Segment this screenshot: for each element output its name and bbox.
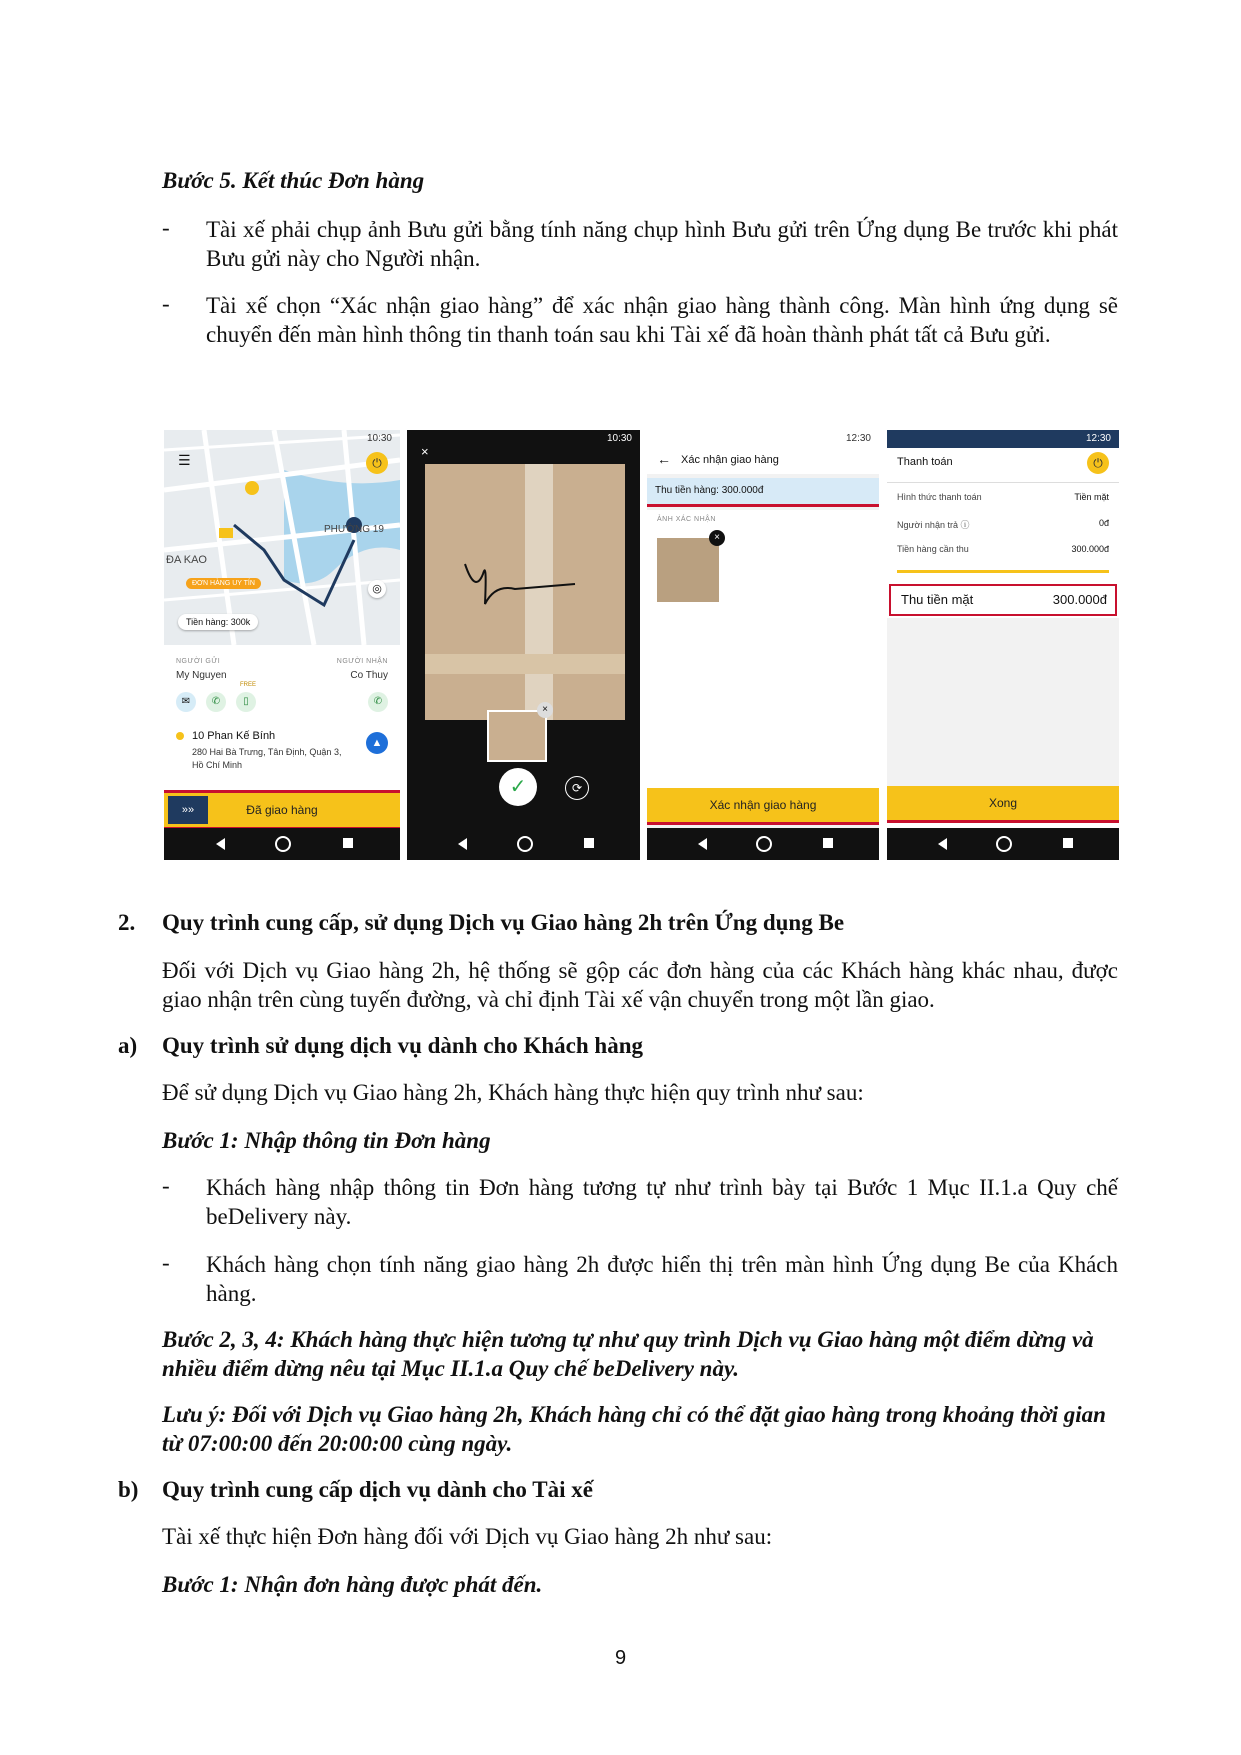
sender-label: NGƯỜI GỬI [176, 658, 221, 665]
app-bar [647, 448, 879, 474]
empty-area [887, 618, 1119, 790]
back-icon[interactable] [938, 838, 947, 850]
screen-title: Thanh toán [897, 456, 953, 468]
screenshot-payment [887, 430, 1119, 860]
recents-icon[interactable] [343, 838, 353, 848]
cargo-value-chip: Tiền hàng: 300k [178, 614, 258, 630]
android-navbar [164, 828, 400, 860]
back-icon[interactable] [216, 838, 225, 850]
step5-bullet-2: Tài xế chọn “Xác nhận giao hàng” để xác nhận giao hàng thành công. Màn hình ứng dụng sẽ chuyển đến màn hình thông tin thanh toán sau khi Tài xế đã hoàn thành phát tất cả Bưu gửi. [206, 293, 1118, 347]
receiver-phone-icon[interactable]: ✆ [368, 692, 388, 712]
payment-row-value: 0đ [1098, 518, 1109, 528]
android-navbar [407, 828, 640, 860]
recents-icon[interactable] [823, 838, 833, 848]
confirmation-photo[interactable] [657, 538, 719, 602]
section-intro: Đối với Dịch vụ Giao hàng 2h, hệ thống sẽ gộp các đơn hàng của các Khách hàng khác nhau, được giao nhận trên cùng tuyến đường, và chỉ định Tài xế vận chuyển trong một lần giao. [162, 958, 1118, 1012]
delivered-button-label: Đã giao hàng [246, 803, 318, 817]
yellow-divider [897, 570, 1109, 573]
page-number: 9 [614, 1647, 627, 1669]
remove-photo-icon[interactable]: × [709, 530, 725, 546]
cash-total-value: 300.000đ [1052, 592, 1107, 607]
subsection-b-step1: Bước 1: Nhận đơn hàng được phát đến. [162, 1572, 543, 1597]
power-icon[interactable]: ⏻ [1087, 452, 1109, 474]
bullet-dash: - [162, 1250, 170, 1275]
status-time: 10:30 [606, 433, 632, 444]
step5-bullet-1: Tài xế phải chụp ảnh Bưu gửi bằng tính năng chụp hình Bưu gửi trên Ứng dụng Be trước khi phát Bưu gửi này cho Người nhận. [206, 217, 1118, 271]
close-icon[interactable]: × [421, 444, 429, 459]
info-icon[interactable]: ⓘ [960, 520, 970, 530]
cash-total-label: Thu tiền mặt [901, 592, 974, 607]
bullet-dash: - [162, 1173, 170, 1198]
home-icon[interactable] [275, 836, 291, 852]
subsection-a-bullet-2: Khách hàng chọn tính năng giao hàng 2h được hiển thị trên màn hình Ứng dụng Be của Khách hàng. [206, 1252, 1118, 1306]
status-time: 12:30 [887, 430, 1119, 448]
payment-row-value: Tiền mặt [1074, 492, 1109, 502]
address-detail: 280 Hai Bà Trưng, Tân Định, Quận 3, Hồ Chí Minh [192, 747, 342, 770]
parcel-illustration [425, 464, 625, 720]
confirm-check-icon[interactable]: ✓ [499, 768, 537, 806]
map-area-label-2: ĐA KAO [166, 554, 207, 566]
back-icon[interactable] [698, 838, 707, 850]
switch-camera-icon[interactable]: ⟳ [565, 776, 589, 800]
recents-icon[interactable] [1063, 838, 1073, 848]
section-heading: Quy trình cung cấp, sử dụng Dịch vụ Giao hàng 2h trên Ứng dụng Be [162, 910, 845, 935]
bullet-dash: - [162, 291, 170, 316]
subsection-a-note: Lưu ý: Đối với Dịch vụ Giao hàng 2h, Khách hàng chỉ có thể đặt giao hàng trong khoảng thời gian từ 07:00:00 đến 20:00:00 cùng ngày. [162, 1402, 1106, 1456]
bullet-dash: - [162, 215, 170, 240]
subsection-heading-b: Quy trình cung cấp dịch vụ dành cho Tài xế [162, 1477, 593, 1502]
photo-label: ẢNH XÁC NHẬN [657, 516, 716, 523]
app-call-icon[interactable]: ▯ [236, 692, 256, 712]
home-icon[interactable] [756, 836, 772, 852]
payment-row-value: 300.000đ [1071, 544, 1109, 554]
home-icon[interactable] [517, 836, 533, 852]
android-navbar [647, 828, 879, 860]
back-arrow-icon[interactable]: ← [657, 451, 671, 467]
parcel-photo [425, 464, 625, 720]
subsection-a-intro: Để sử dụng Dịch vụ Giao hàng 2h, Khách hàng thực hiện quy trình như sau: [162, 1080, 864, 1105]
sender-name: My Nguyen [176, 670, 227, 681]
subsection-heading-a: Quy trình sử dụng dịch vụ dành cho Khách hàng [162, 1033, 644, 1058]
receiver-name: Co Thuy [350, 670, 388, 681]
power-icon[interactable]: ⏻ [366, 452, 388, 474]
back-icon[interactable] [458, 838, 467, 850]
delivered-button[interactable] [164, 790, 400, 830]
recents-icon[interactable] [584, 838, 594, 848]
payment-row-label: Tiền hàng cần thu [897, 544, 969, 554]
cash-total-box [889, 584, 1117, 616]
divider [887, 482, 1119, 483]
pin-icon [176, 732, 184, 740]
receiver-label: NGƯỜI NHẬN [336, 658, 388, 665]
address-title: 10 Phan Kế Bính [192, 730, 276, 742]
payment-row-label [897, 518, 970, 531]
subsection-a-bullet-1: Khách hàng nhập thông tin Đơn hàng tương tự như trình bày tại Bước 1 Mục II.1.a Quy chế beDelivery này. [206, 1175, 1118, 1229]
confirm-delivery-button[interactable]: Xác nhận giao hàng [647, 788, 879, 825]
step5-heading: Bước 5. Kết thúc Đơn hàng [162, 168, 425, 193]
locate-icon[interactable]: ◎ [368, 580, 386, 598]
phone-icon[interactable]: ✆ [206, 692, 226, 712]
trust-badge: ĐƠN HÀNG UY TÍN [186, 578, 261, 589]
payment-row-label-text: Người nhận trả [897, 520, 958, 530]
remove-photo-icon[interactable]: × [537, 702, 553, 718]
screenshot-camera [407, 430, 640, 860]
subsection-label-b: b) [118, 1477, 139, 1502]
collect-amount: Thu tiền hàng: 300.000đ [647, 478, 879, 507]
section-number: 2. [118, 910, 136, 935]
subsection-a-step234: Bước 2, 3, 4: Khách hàng thực hiện tương tự như quy trình Dịch vụ Giao hàng một điểm dừng và nhiều điểm dừng nêu tại Mục II.1.a Quy chế beDelivery này. [162, 1327, 1094, 1381]
android-navbar [887, 828, 1119, 860]
map-area-label: PHƯỜNG 19 [324, 524, 384, 535]
screenshot-map [164, 430, 400, 860]
payment-row-label: Hình thức thanh toán [897, 492, 982, 502]
status-time: 10:30 [366, 433, 392, 444]
free-label: FREE [240, 682, 257, 688]
done-button[interactable]: Xong [887, 786, 1119, 823]
screenshot-confirm-delivery [647, 430, 879, 860]
home-icon[interactable] [996, 836, 1012, 852]
status-time: 12:30 [647, 430, 879, 448]
subsection-b-intro: Tài xế thực hiện Đơn hàng đối với Dịch vụ Giao hàng 2h như sau: [162, 1524, 773, 1549]
chevrons-icon: »» [168, 796, 208, 824]
subsection-a-step1: Bước 1: Nhập thông tin Đơn hàng [162, 1128, 491, 1153]
screen-title: Xác nhận giao hàng [681, 454, 779, 466]
menu-icon[interactable]: ☰ [178, 452, 191, 468]
photo-thumbnail[interactable] [487, 710, 547, 762]
navigate-icon[interactable]: ▲ [366, 732, 388, 754]
chat-icon[interactable]: ✉ [176, 692, 196, 712]
subsection-label-a: a) [118, 1033, 138, 1058]
